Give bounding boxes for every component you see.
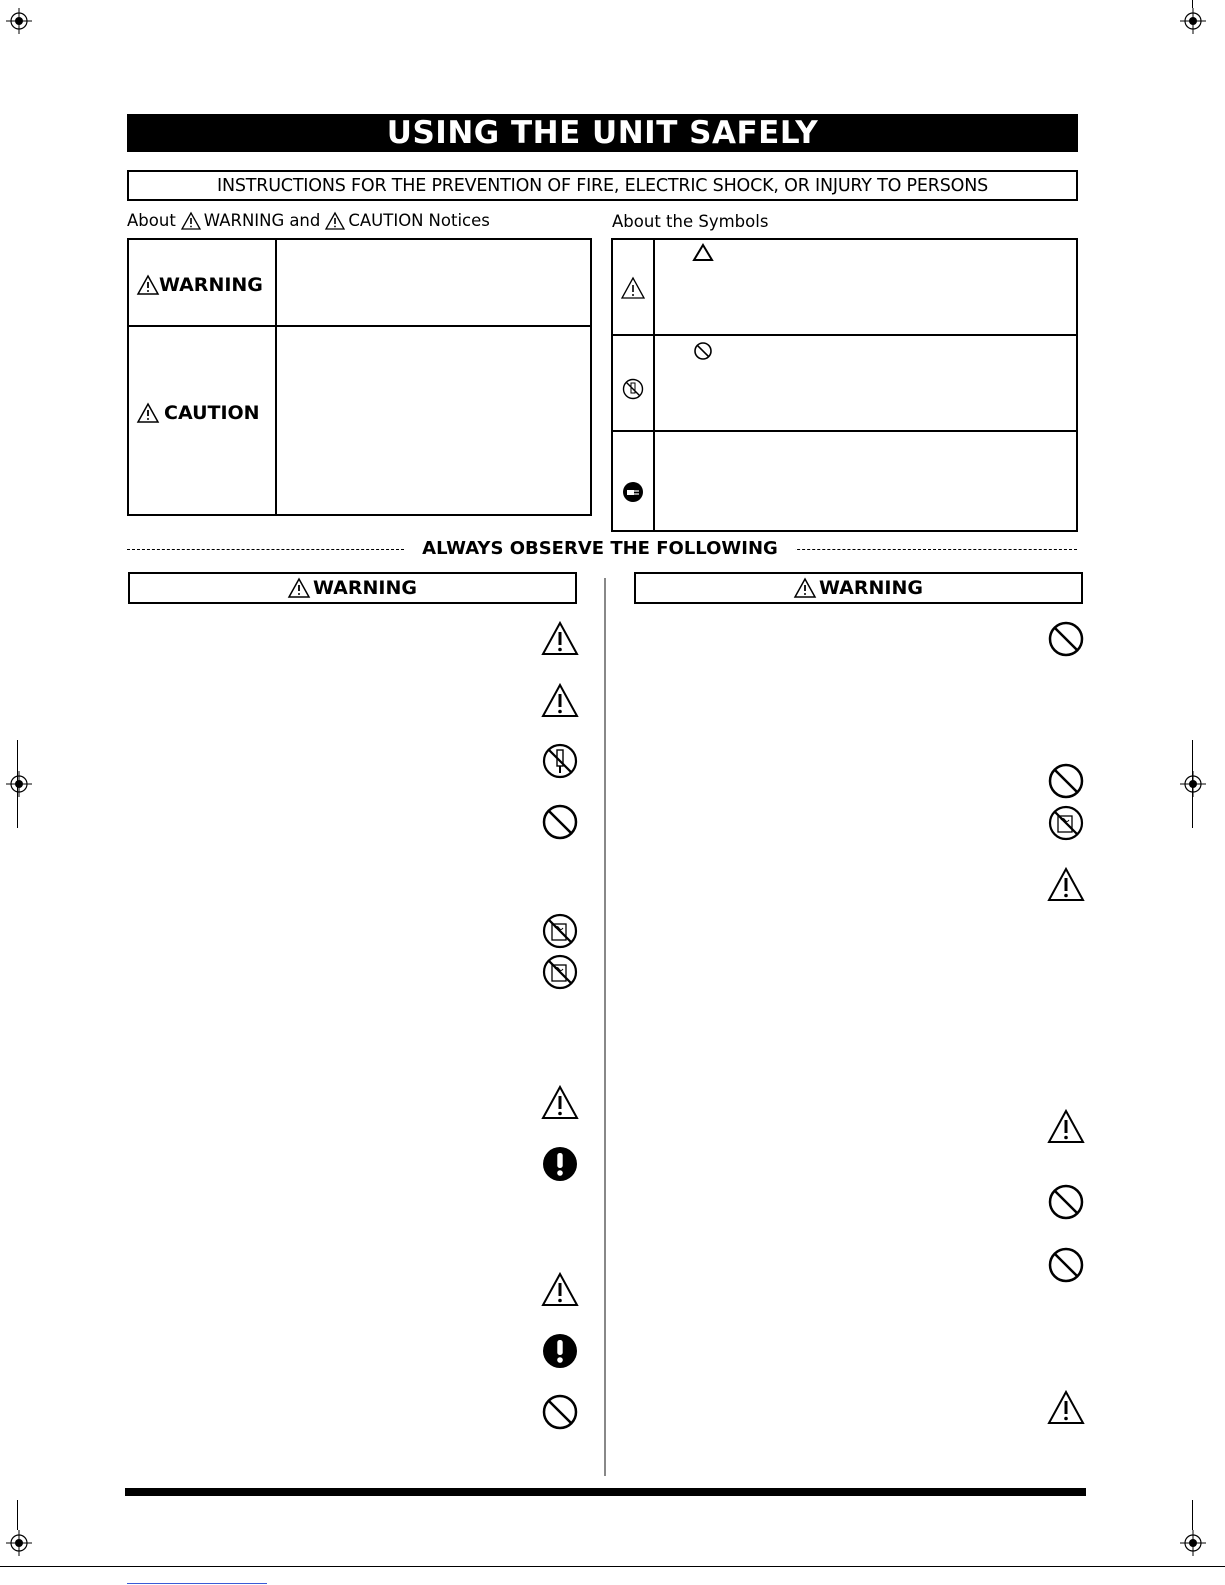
crop-line: [1192, 1500, 1193, 1530]
bottom-rule: [125, 1488, 1086, 1496]
warning-triangle-icon: [181, 212, 201, 230]
registration-mark-icon: [6, 1530, 32, 1556]
mandatory-icon: [541, 1332, 579, 1370]
warning-triangle-icon: [288, 578, 310, 598]
left-warning-header: [128, 572, 577, 604]
about-notices-heading: [127, 211, 490, 230]
warning-triangle-icon: [1047, 1108, 1085, 1146]
registration-mark-icon: [1180, 8, 1206, 34]
warning-triangle-icon: [1047, 1389, 1085, 1427]
warning-triangle-icon: [325, 212, 345, 230]
about-symbols-heading: About the Symbols: [612, 212, 769, 231]
page-subtitle: INSTRUCTIONS FOR THE PREVENTION OF FIRE, ELECTRIC SHOCK, OR INJURY TO PERSONS: [127, 170, 1078, 201]
column-divider: [604, 578, 606, 1476]
registration-mark-icon: [1180, 1530, 1206, 1556]
warning-tag-label: WARNING: [159, 274, 263, 296]
crop-link-line: [127, 1583, 267, 1584]
registration-mark-icon: [1180, 771, 1206, 797]
left-warning-label: WARNING: [313, 577, 417, 599]
no-disassemble-icon: [541, 742, 579, 780]
registration-mark-icon: [6, 771, 32, 797]
registration-mark-icon: [6, 8, 32, 34]
no-water-icon: [1047, 804, 1085, 842]
crop-line: [0, 1566, 1225, 1567]
right-warning-header: [634, 572, 1083, 604]
prohibited-icon: [693, 341, 713, 361]
dashed-rule-right: [782, 549, 1077, 550]
outline-triangle-icon: [693, 244, 713, 261]
about-and-word: and: [289, 211, 321, 230]
about-warning-word: WARNING: [203, 211, 285, 230]
crop-line: [17, 1500, 18, 1530]
about-suffix: Notices: [428, 211, 490, 230]
warning-triangle-icon: [621, 277, 645, 299]
warning-triangle-icon: [541, 1271, 579, 1309]
warning-triangle-icon: [541, 1084, 579, 1122]
page-title: USING THE UNIT SAFELY: [127, 114, 1078, 152]
caution-tag-label: CAUTION: [164, 402, 260, 424]
prohibited-icon: [1047, 1183, 1085, 1221]
warning-triangle-icon: [137, 275, 159, 295]
unplug-icon: [622, 481, 644, 503]
mandatory-icon: [541, 1145, 579, 1183]
no-disassemble-icon: [622, 378, 644, 400]
caution-tag: [137, 402, 260, 424]
prohibited-icon: [1047, 1246, 1085, 1284]
no-water-icon: [541, 953, 579, 991]
about-prefix: About: [127, 211, 176, 230]
crop-line: [1192, 0, 1193, 8]
warning-triangle-icon: [541, 620, 579, 658]
no-water-icon: [541, 912, 579, 950]
crop-line: [17, 740, 18, 828]
prohibited-icon: [541, 803, 579, 841]
about-caution-word: CAUTION: [348, 211, 424, 230]
dashed-rule-left: [127, 549, 404, 550]
warning-triangle-icon: [794, 578, 816, 598]
crop-line: [1192, 740, 1193, 828]
warning-triangle-icon: [541, 682, 579, 720]
notices-table: [127, 238, 592, 516]
warning-tag: [137, 274, 263, 296]
right-warning-label: WARNING: [819, 577, 923, 599]
warning-triangle-icon: [1047, 866, 1085, 904]
symbols-table: [611, 238, 1078, 532]
prohibited-icon: [1047, 762, 1085, 800]
prohibited-icon: [1047, 620, 1085, 658]
warning-triangle-icon: [137, 403, 159, 423]
prohibited-icon: [541, 1393, 579, 1431]
always-observe-heading: ALWAYS OBSERVE THE FOLLOWING: [405, 538, 795, 560]
